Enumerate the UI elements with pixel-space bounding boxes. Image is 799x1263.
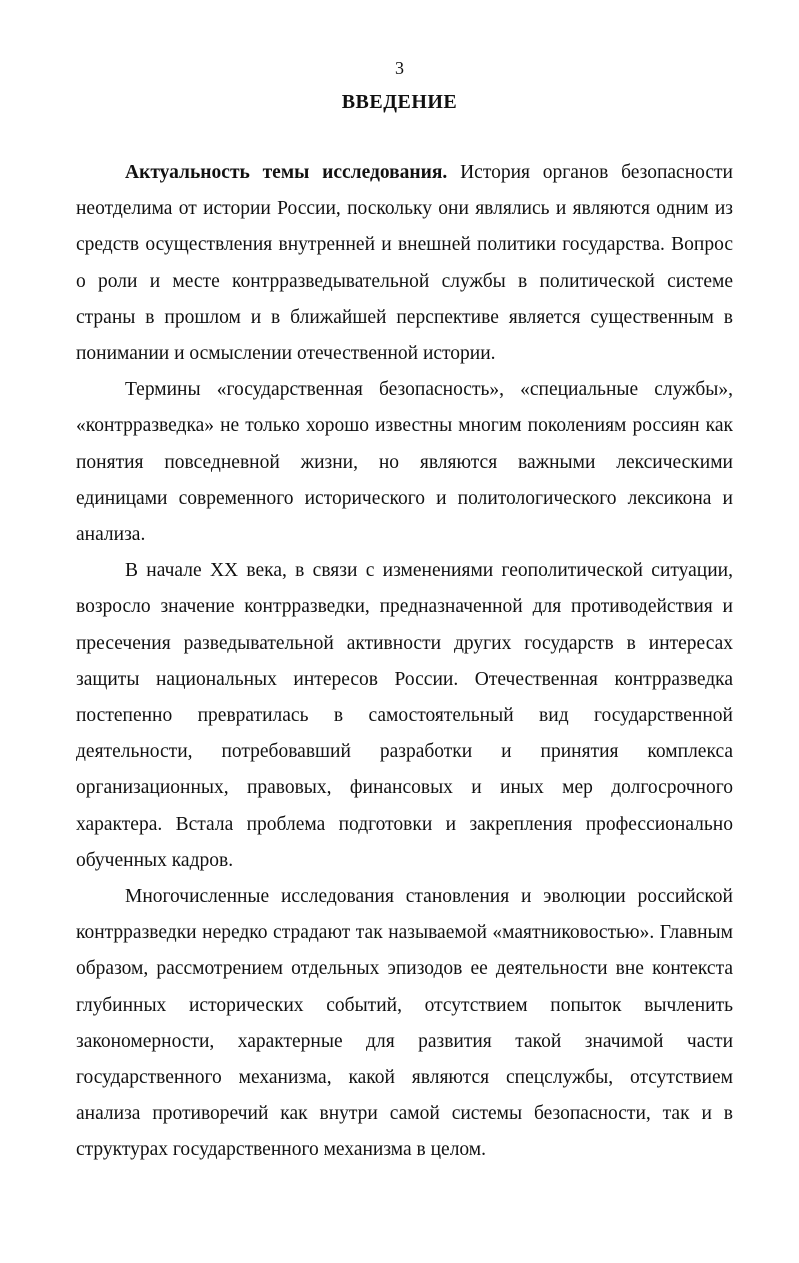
paragraph-early-20th-century: В начале XX века, в связи с изменениями геополитической ситуации, возросло значение контрразведки, предназначенной для противодействия и пресечения разведывательной активности других государств в интересах защиты национальных интересов России. Отечественная контрразведка постепенно превратилась в самостоятельный вид государственной деятельности, потребовавший разработки и принятия комплекса организационных, правовых, финансовых и иных мер долгосрочного характера. Встала проблема подготовки и закрепления профессионально обученных кадров.: [76, 560, 733, 871]
paragraph-text: История органов безопасности неотделима от истории России, поскольку они являлись и являются одним из средств осуществления внутренней и внешней политики государства. Вопрос о роли и месте контрразведывательной службы в политической системе страны в прошлом и в ближайшей перспективе является существенным в понимании и осмыслении отечественной истории.: [76, 162, 733, 365]
page-title: ВВЕДЕНИЕ: [341, 91, 458, 113]
page-number: 3: [395, 58, 404, 78]
paragraph-research-review: Многочисленные исследования становления и эволюции российской контрразведки нередко страдают так называемой «маятниковостью». Главным образом, рассмотрением отдельных эпизодов ее деятельности вне контекста глубинных исторических событий, отсутствием попыток вычленить закономерности, характерные для развития такой значимой части государственного механизма, какой являются спецслужбы, отсутствием анализа противоречий как внутри самой системы безопасности, так и в структурах государственного механизма в целом.: [76, 886, 733, 1161]
paragraph-lead-heading: Актуальность темы исследования.: [125, 162, 448, 183]
paragraph-relevance: [76, 155, 733, 372]
paragraph-terms: Термины «государственная безопасность», «специальные службы», «контрразведка» не только хорошо известны многим поколениям россиян как понятия повседневной жизни, но являются важными лексическими единицами современного исторического и политологического лексикона и анализа.: [76, 379, 733, 546]
document-body: [76, 155, 733, 1169]
